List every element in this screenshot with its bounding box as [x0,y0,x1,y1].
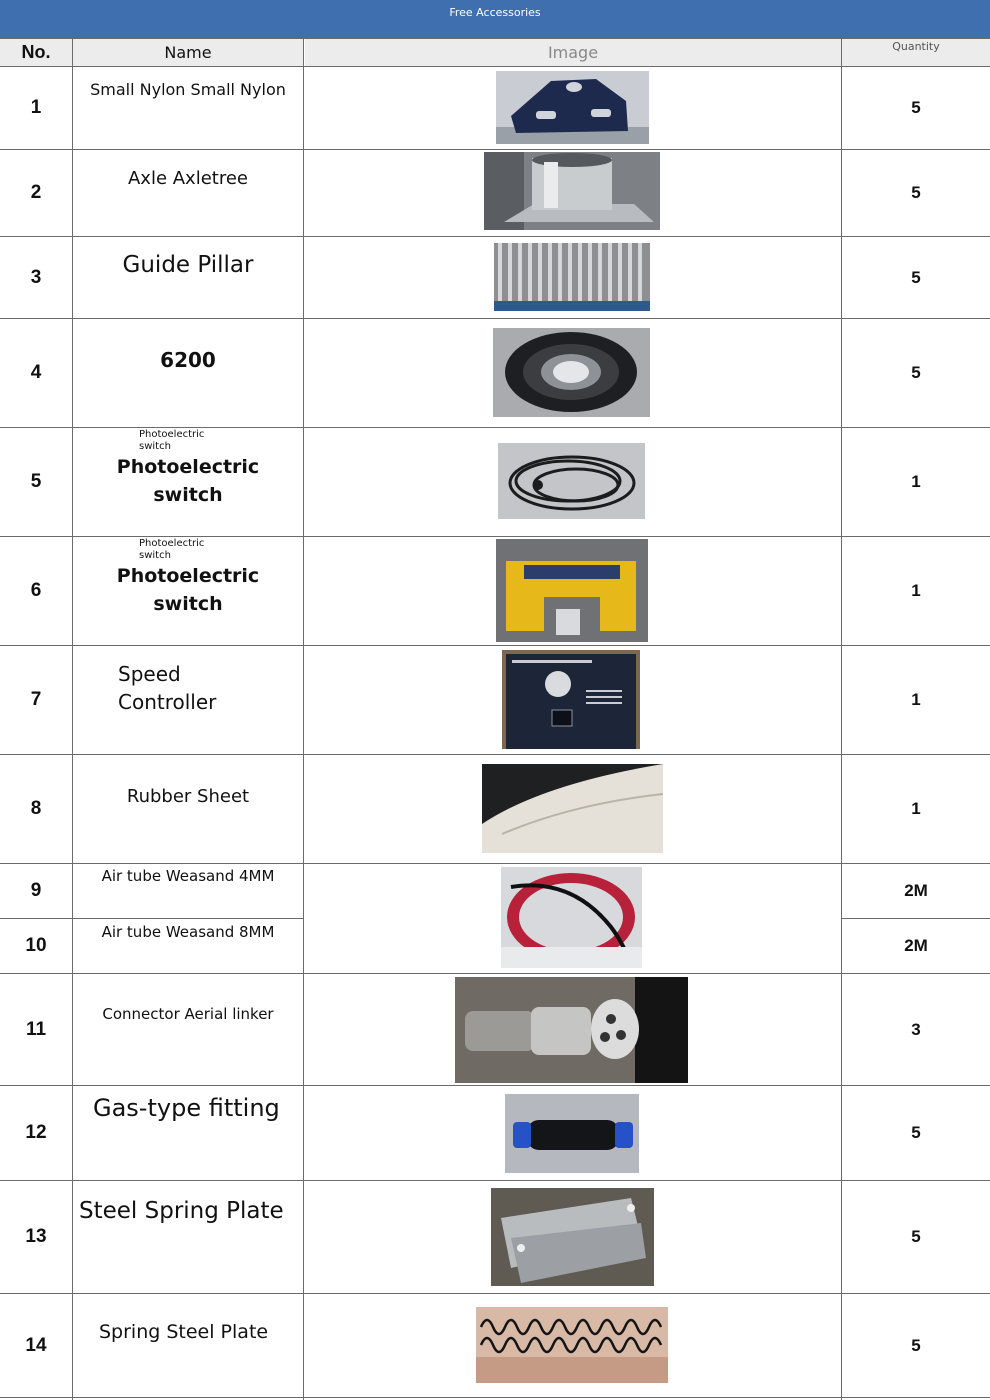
item-name [73,538,303,618]
item-name-text: Small Nylon Small Nylon [90,80,286,99]
item-quantity: 1 [911,581,921,600]
item-quantity: 1 [911,799,921,818]
row-number: 10 [25,935,47,956]
header-image: Image [305,38,841,67]
item-quantity: 2M [904,936,928,955]
item-name [73,660,243,716]
row-number: 6 [30,580,42,601]
item-quantity: 5 [911,98,921,117]
item-quantity: 5 [911,267,921,287]
item-name [73,786,303,807]
item-quantity: 2M [904,881,928,900]
item-name-text: Axle Axletree [127,168,248,189]
photo-coil-springs [476,1307,668,1383]
item-name [73,1094,303,1122]
item-name-caption: Photoelectric switch [139,429,205,452]
item-quantity: 5 [911,183,921,202]
header-name: Name [73,38,303,67]
row-number: 1 [30,97,42,118]
photo-speed-controller-panel [502,650,640,749]
item-name-caption: Photoelectric switch [139,538,205,561]
photo-rubber-sheet [482,764,663,853]
item-quantity: 5 [911,1335,921,1355]
row-number: 13 [25,1226,47,1247]
item-name-text: Rubber Sheet [126,786,250,807]
item-quantity: 1 [911,472,921,491]
photo-nylon-block [496,71,649,144]
table-banner: Free Accessories [0,0,990,38]
photo-axle-bearing [484,152,660,230]
item-quantity: 5 [911,1123,921,1142]
item-quantity: 3 [911,1019,921,1039]
item-name-text: Air tube Weasand 8MM [101,923,275,941]
item-quantity: 5 [911,363,921,382]
row-number: 7 [30,689,42,710]
header-no: No. [0,38,72,67]
item-name [73,429,303,509]
row-number: 5 [30,471,42,492]
row-number: 14 [25,1334,47,1356]
item-name-text: Gas-type fitting [93,1094,280,1122]
item-name [73,1198,303,1224]
item-name [73,923,303,941]
item-name-text: 6200 [160,348,216,372]
item-name-text: Photoelectric switch [116,456,260,506]
row-number: 11 [25,1018,47,1040]
grid-line [0,38,990,39]
item-name [73,252,303,278]
row-number: 3 [30,266,42,288]
grid-line [303,38,304,1400]
photo-steel-spring-plates [491,1188,654,1286]
photo-sensor-cable [498,443,645,519]
item-name [73,1005,303,1023]
item-name [73,867,303,885]
item-name-text: Guide Pillar [122,252,254,278]
item-name [73,348,303,372]
row-number: 8 [30,798,42,819]
item-name-text: Connector Aerial linker [102,1005,274,1023]
photo-ball-bearing [493,328,650,417]
row-number: 4 [30,362,42,383]
item-name [73,168,303,189]
item-name-text: Steel Spring Plate [79,1198,284,1224]
item-name [73,1321,303,1343]
item-quantity: 1 [911,690,921,709]
item-quantity: 5 [911,1227,921,1246]
photo-push-fitting [505,1094,639,1173]
photo-aerial-connector [455,977,688,1083]
photo-yellow-photoelectric-switch [496,539,648,642]
row-number: 2 [30,182,42,203]
row-number: 12 [25,1122,47,1143]
item-name [73,80,303,99]
item-name-text: Speed Controller [118,662,217,714]
item-name-text: Spring Steel Plate [99,1321,269,1343]
item-name-text: Air tube Weasand 4MM [101,867,275,885]
grid-line [0,1397,990,1398]
photo-guide-pillars [494,243,650,311]
header-quantity: Quantity [842,38,990,67]
grid-line [72,38,73,1400]
photo-air-tube-coil [501,867,642,968]
row-number: 9 [30,880,42,901]
item-name-text: Photoelectric switch [116,565,260,615]
